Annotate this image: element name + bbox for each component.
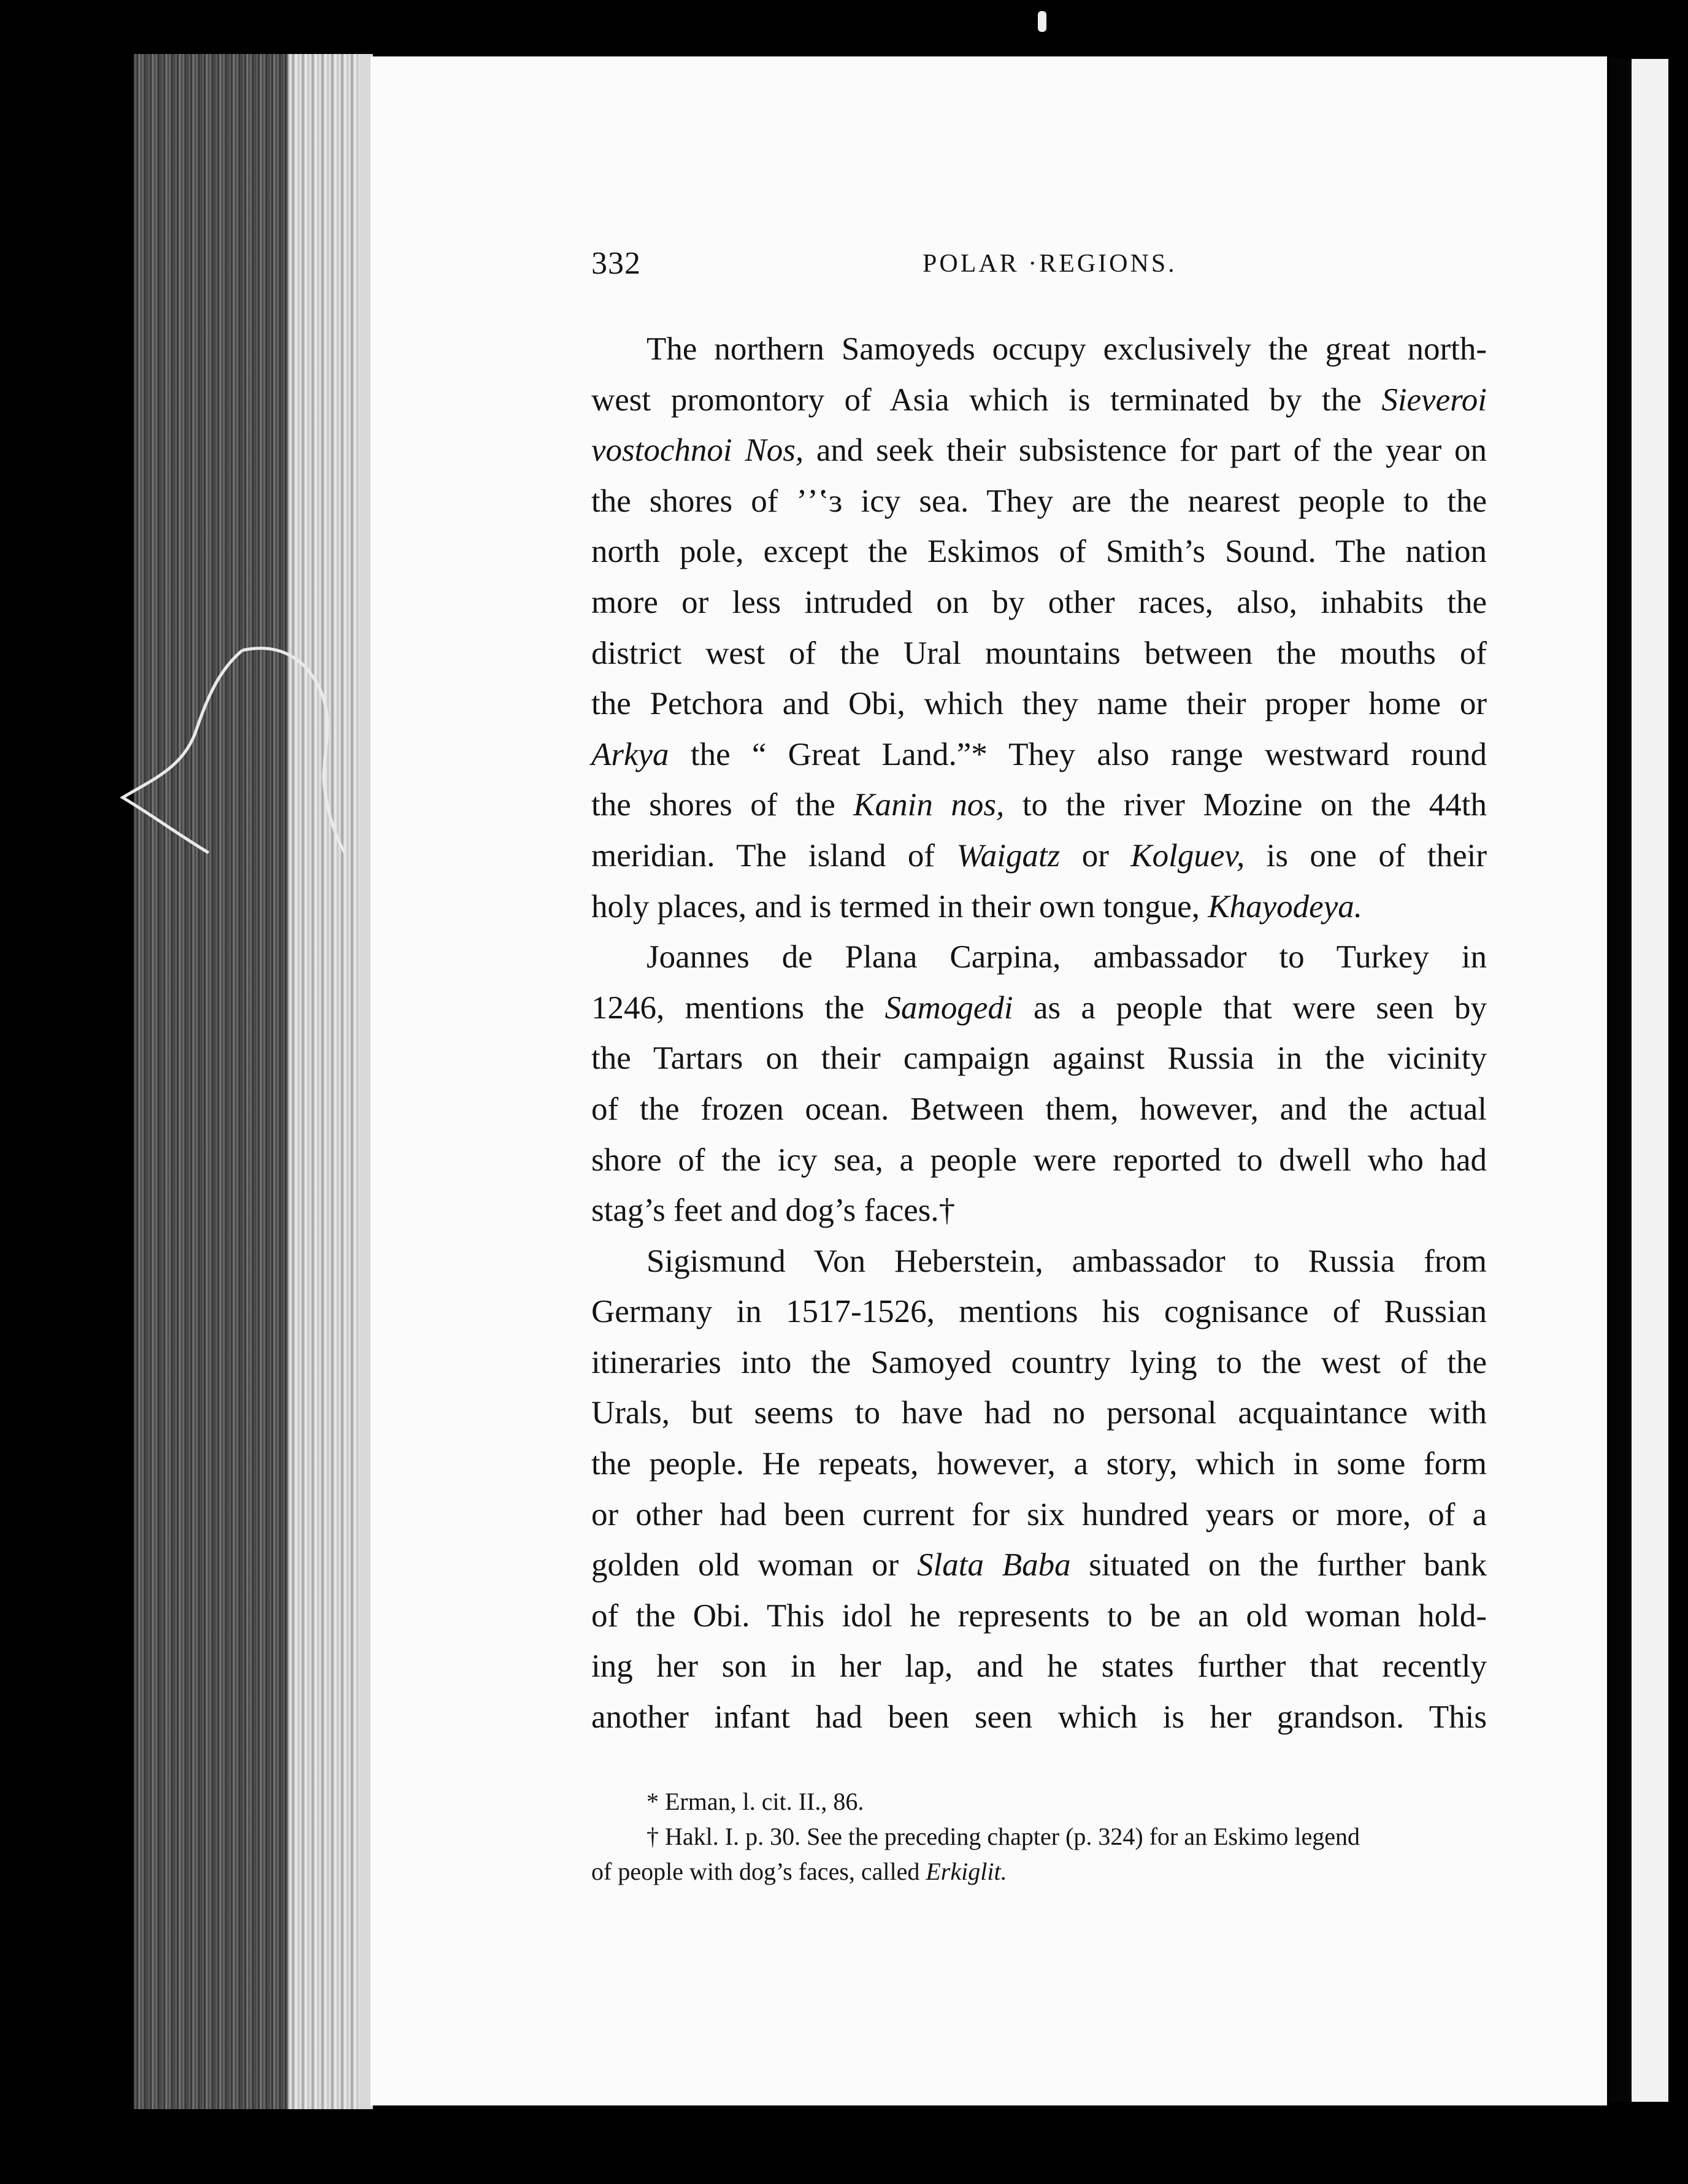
text-line bbox=[591, 1490, 1487, 1540]
text-run: Urals, but seems to have had no personal acquaintance with bbox=[591, 1395, 1487, 1431]
page-number: 332 bbox=[591, 246, 641, 281]
text-run: or other had been current for six hundred years or more, of a bbox=[591, 1496, 1487, 1532]
text-run: 1246, mentions the bbox=[591, 990, 885, 1026]
footnote-1: * Erman, l. cit. II., 86. bbox=[646, 1788, 864, 1815]
text-line bbox=[591, 1439, 1487, 1490]
text-line bbox=[591, 375, 1487, 426]
paragraph-3 bbox=[591, 1236, 1487, 1743]
paragraph-2 bbox=[591, 932, 1487, 1236]
text-line bbox=[591, 526, 1487, 577]
text-run: of the Obi. This idol he represents to be an old woman hold- bbox=[591, 1598, 1487, 1634]
text-line bbox=[591, 831, 1487, 882]
text-line bbox=[591, 577, 1487, 628]
text-line bbox=[591, 729, 1487, 780]
text-run: ing her son in her lap, and he states further that recently bbox=[591, 1648, 1487, 1685]
text-line bbox=[591, 1641, 1487, 1692]
text-run: situated on the further bank bbox=[1070, 1547, 1487, 1583]
text-line bbox=[591, 425, 1487, 476]
book-page-stack bbox=[288, 54, 361, 2109]
italic-run: Kanin nos, bbox=[853, 787, 1005, 823]
text-run: is one of their bbox=[1245, 837, 1487, 874]
text-line bbox=[591, 1692, 1487, 1743]
footnotes bbox=[591, 1784, 1487, 1889]
paragraph-1 bbox=[591, 324, 1487, 932]
italic-run: Kolguev, bbox=[1130, 837, 1245, 874]
text-run: meridian. The island of bbox=[591, 837, 957, 874]
running-head bbox=[591, 245, 1487, 288]
text-run: another infant had been seen which is her grandson. This bbox=[591, 1699, 1487, 1736]
right-gutter bbox=[1609, 59, 1632, 2102]
italic-run: Slata Baba bbox=[917, 1547, 1071, 1583]
italic-run: Samogedi bbox=[884, 990, 1013, 1026]
text-line bbox=[591, 882, 1487, 932]
text-run: the people. He repeats, however, a story, which in some form bbox=[591, 1446, 1487, 1482]
text-line bbox=[591, 679, 1487, 729]
text-line bbox=[591, 1135, 1487, 1186]
facing-page-edge bbox=[1632, 59, 1668, 2102]
text-run: or bbox=[1060, 837, 1131, 874]
text-line bbox=[591, 983, 1487, 1034]
italic-run: Waigatz bbox=[956, 837, 1061, 874]
text-run: The northern Samoyeds occupy exclusively the great north- bbox=[646, 331, 1487, 367]
text-run: holy places, and is termed in their own tongue, bbox=[591, 888, 1208, 925]
text-line bbox=[591, 1286, 1487, 1337]
text-run: more or less intruded on by other races, also, inhabits the bbox=[591, 584, 1487, 620]
chapter-title: POLAR ·REGIONS. bbox=[923, 250, 1177, 278]
text-run: west promontory of Asia which is terminated by the bbox=[591, 382, 1382, 418]
footnote-2: † Hakl. I. p. 30. See the preceding chapter (p. 324) for an Eskimo legend bbox=[646, 1823, 1360, 1850]
text-line bbox=[591, 1591, 1487, 1642]
text-line bbox=[591, 1388, 1487, 1439]
text-run: Sigismund Von Heberstein, ambassador to Russia from bbox=[646, 1243, 1487, 1279]
text-line bbox=[591, 628, 1487, 679]
body-text bbox=[591, 324, 1487, 1743]
bookmark-string bbox=[117, 638, 374, 859]
text-run: and seek their subsistence for part of the year on bbox=[804, 433, 1487, 469]
text-run: the shores of ’ʼʽɜ icy sea. They are the nearest people to the bbox=[591, 483, 1487, 519]
text-run: the Tartars on their campaign against Russia in the vicinity bbox=[591, 1040, 1487, 1077]
text-run: itineraries into the Samoyed country lying to the west of the bbox=[591, 1344, 1487, 1380]
text-run: to the river Mozine on the 44th bbox=[1004, 787, 1487, 823]
text-line bbox=[591, 780, 1487, 831]
text-line bbox=[591, 1540, 1487, 1591]
text-line bbox=[591, 324, 1487, 375]
text-line bbox=[591, 1185, 1487, 1236]
text-line bbox=[591, 932, 1487, 983]
text-line bbox=[591, 1084, 1487, 1135]
text-line bbox=[591, 1236, 1487, 1287]
text-run: north pole, except the Eskimos of Smith’s Sound. The nation bbox=[591, 534, 1487, 570]
scan-mark bbox=[1038, 11, 1046, 32]
text-run: Germany in 1517-1526, mentions his cognisance of Russian bbox=[591, 1294, 1487, 1330]
text-run: the “ Great Land.”* They also range westward round bbox=[669, 736, 1487, 772]
italic-run: Khayodeya. bbox=[1208, 888, 1362, 925]
footnote-2-italic: Erkiglit. bbox=[926, 1858, 1007, 1885]
text-line bbox=[591, 476, 1487, 527]
text-run: as a people that were seen by bbox=[1013, 990, 1487, 1026]
italic-run: Arkya bbox=[591, 736, 669, 772]
text-run: of the frozen ocean. Between them, however, and the actual bbox=[591, 1091, 1487, 1127]
text-run: shore of the icy sea, a people were reported to dwell who had bbox=[591, 1142, 1487, 1178]
text-run: the Petchora and Obi, which they name their proper home or bbox=[591, 686, 1487, 722]
text-run: golden old woman or bbox=[591, 1547, 918, 1583]
text-run: stag’s feet and dog’s faces.† bbox=[591, 1193, 956, 1229]
text-line bbox=[591, 1337, 1487, 1388]
footnote-2-text: of people with dog’s faces, called bbox=[591, 1858, 926, 1885]
footnote-2-continued bbox=[591, 1854, 1487, 1889]
text-line bbox=[591, 1033, 1487, 1084]
italic-run: vostochnoi Nos, bbox=[591, 433, 804, 469]
text-run: district west of the Ural mountains between the mouths of bbox=[591, 635, 1487, 671]
italic-run: Sieveroi bbox=[1381, 382, 1487, 418]
text-run: Joannes de Plana Carpina, ambassador to Turkey in bbox=[646, 939, 1487, 975]
text-run: the shores of the bbox=[591, 787, 854, 823]
